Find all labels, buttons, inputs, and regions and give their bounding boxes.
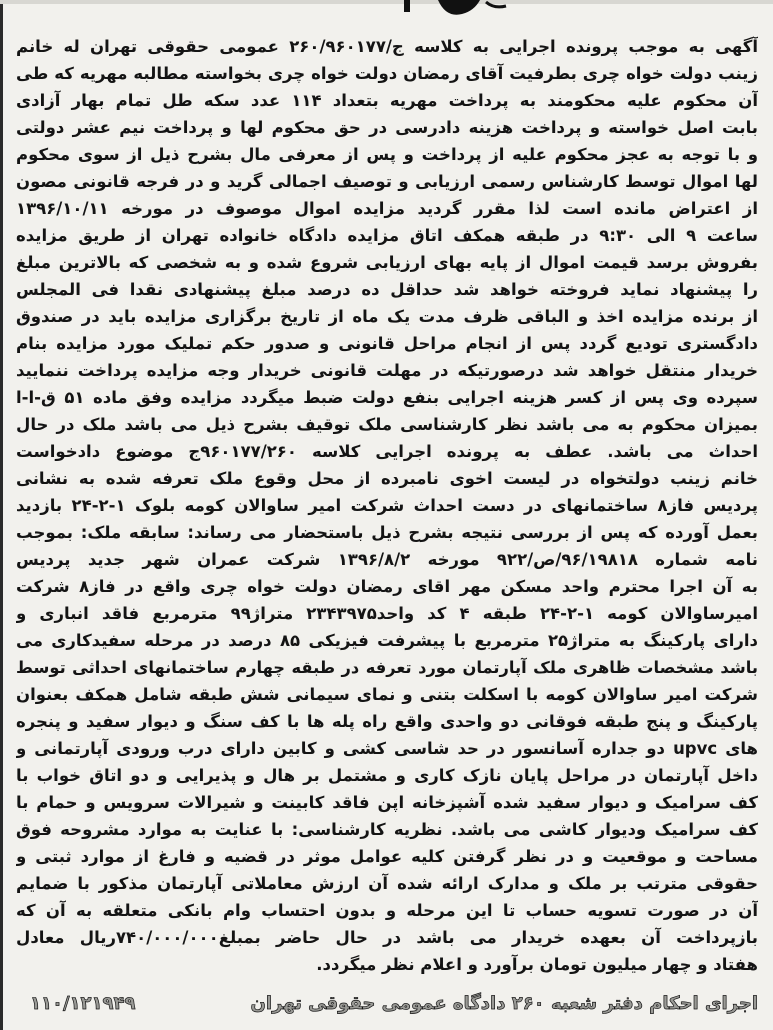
notice-line-final: هفتاد و چهار میلیون تومان برآورد و اعلام نظر میگردد. <box>316 955 758 974</box>
notice-line: به آن اجرا محترم واحد مسکن مهر اقای رمضان دولت خواه چری واقع در فاز۸ شرکت <box>16 577 758 596</box>
notice-line: دارای پارکینگ به متراژ۲۵ مترمربع با پیشرفت فیزیکی ۸۵ درصد در مرحله سفیدکاری می <box>16 631 758 650</box>
notice-line: خریدار منتقل خواهد شد درصورتیکه در مهلت قانونی خریدار وجه مزایده پرداخت ننمایید <box>16 361 758 380</box>
notice-line: داخل آپارتمان در مراحل پایان نازک کاری و مشتمل بر هال و پذیرایی و دو اتاق خواب با <box>16 766 758 785</box>
notice-line: آن محکوم علیه محکومند به پرداخت مهریه بتعداد ۱۱۴ عدد سکه طل تمام بهار آزادی <box>16 91 758 110</box>
notice-line: را پیشنهاد نماید فروخته خواهد شد حداقل ده درصد مبلغ پیشنهادی نقدا فی المجلس <box>16 280 758 299</box>
header-letter-stroke <box>404 0 410 12</box>
notice-line: امیرساوالان کومه ۱-۲-۲۴ طبقه ۴ کد واحد۲۳۴۳۹۷۵ متراژ۹۹ مترمربع فاقد انباری و <box>16 604 758 623</box>
notice-line: دادگستری تودیع گردد پس از انجام مراحل قانونی و صدور حکم تملیک مورد مزایده بنام <box>16 334 758 353</box>
notice-line: پارکینگ و پنج طبقه فوقانی دو واحدی واقع راه پله ها با کف سنگ و دیوار سفید و پنجره <box>16 712 758 731</box>
notice-line: بابت اصل خواسته و پرداخت هزینه دادرسی در حق محکوم لها و پرداخت نیم عشر دولتی <box>16 118 758 137</box>
notice-line: آگهی به موجب پرونده اجرایی به کلاسه ج/۲۶۰/۹۶۰۱۷۷ عمومی حقوقی تهران له خانم <box>16 37 758 56</box>
notice-line: ساعت ۹ الی ۹:۳۰ در طبقه همکف اتاق مزایده دادگاه خانواده تهران از طریق مزایده <box>16 226 758 245</box>
notice-line: و با توجه به عجز محکوم علیه از پرداخت و پس از معرفی مال بشرح ذیل از سوی محکوم <box>16 145 758 164</box>
notice-line: خانم زینب دولتخواه در لیست اخوی نامبرده از محل وقوع ملک تعرفه شده به نشانی <box>16 469 758 488</box>
notice-line: نامه شماره ۹۶/۱۹۸۱۸/ص/۹۲۲ مورخه ۱۳۹۶/۸/۲ شرکت عمران شهر جدید پردیس <box>16 550 758 569</box>
notice-line: بفروش برسد قیمت اموال از پایه بهای ارزیابی شروع شده و به شخصی که بالاترین مبلغ <box>16 253 758 272</box>
notice-line: شرکت امیر ساوالان کومه با اسکلت بتنی و نمای سیمانی شش طبقه شامل همکف بعنوان <box>16 685 758 704</box>
notice-line: بمیزان محکوم به می باشد نظر کارشناسی ملک توقیف بشرح ذیل می باشد ملک در حال <box>16 415 758 434</box>
notice-line: کف سرامیک و دیوار سفید شده آشپزخانه اپن فاقد کابینت و شیرالات سرویس و حمام با <box>16 793 758 812</box>
notice-body <box>16 33 758 978</box>
header-ornament-graphic <box>0 0 773 26</box>
notice-line: از اعتراض مانده است لذا مقرر گردید مزایده اموال موصوف در مورخه ۱۳۹۶/۱۰/۱۱ <box>16 199 758 218</box>
notice-footer <box>30 987 758 1019</box>
notice-line: لها اموال توسط کارشناس رسمی ارزیابی و توصیف اجمالی گرید و در فرجه قانونی مصون <box>16 172 758 191</box>
issuing-office: اجرای احکام دفتر شعبه ۲۶۰ دادگاه عمومی حقوقی تهران <box>250 992 758 1014</box>
notice-code: ۱۱۰/۱۲۱۹۴۹ <box>30 992 136 1014</box>
notice-line: باشد مشخصات ظاهری ملک آپارتمان مورد تعرفه در طبقه چهارم ساختمانهای احداثی توسط <box>16 658 758 677</box>
notice-line: از برنده مزایده اخذ و الباقی ظرف مدت یک ماه از تاریخ برگزاری مزایده باید در صندوق <box>16 307 758 326</box>
notice-line: احداث می باشد. عطف به پرونده اجرایی کلاسه ۹۶۰۱۷۷/۲۶۰ج موضوع دادخواست <box>16 442 758 461</box>
notice-line: پردیس فاز۸ ساختمانهای در دست احداث شرکت امیر ساوالان کومه بلوک ۱-۲-۲۴ بازدید <box>16 496 758 515</box>
notice-line: سپرده وی پس از کسر هزینه اجرایی بنفع دولت ضبط میگردد مزایده وفق ماده ۵۱ ق-ا-ا <box>16 388 758 407</box>
notice-line: مساحت و موقعیت و در نظر گرفتن کلیه عوامل موثر در قضیه و فارغ از موارد ثبتی و <box>16 847 758 866</box>
header-letter-shape <box>438 0 480 15</box>
notice-line: بازپرداخت آن بعهده خریدار می باشد در حال حاضر بمبلغ۷۴۰/۰۰۰/۰۰۰ریال معادل <box>16 928 758 947</box>
header-ornament <box>0 0 773 26</box>
header-strip <box>0 0 773 4</box>
notice-line: کف سرامیک ودیوار کاشی می باشد. نظریه کارشناسی: با عنایت به موارد مشروحه فوق <box>16 820 758 839</box>
notice-line: بعمل آورده که پس از بررسی نتیجه بشرح ذیل باستحضار می رساند: سابقه ملک: بموجب <box>16 523 758 542</box>
notice-line: زینب دولت خواه چری بطرفیت آقای رمضان دولت خواه چری بخواسته مطالبه مهریه که طی <box>16 64 758 83</box>
notice-line: آن در صورت تسویه حساب تا این مرحله و بدون احتساب وام بانکی متعلقه به آن که <box>16 901 758 920</box>
notice-line: های upvc دو جداره آسانسور در حد شاسی کشی و کابین دارای درب ورودی آپارتمانی و <box>16 739 758 758</box>
notice-line: حقوقی مترتب بر ملک و مدارک ارائه شده آن ارزش معاملاتی آپارتمان مذکور با ضمایم <box>16 874 758 893</box>
